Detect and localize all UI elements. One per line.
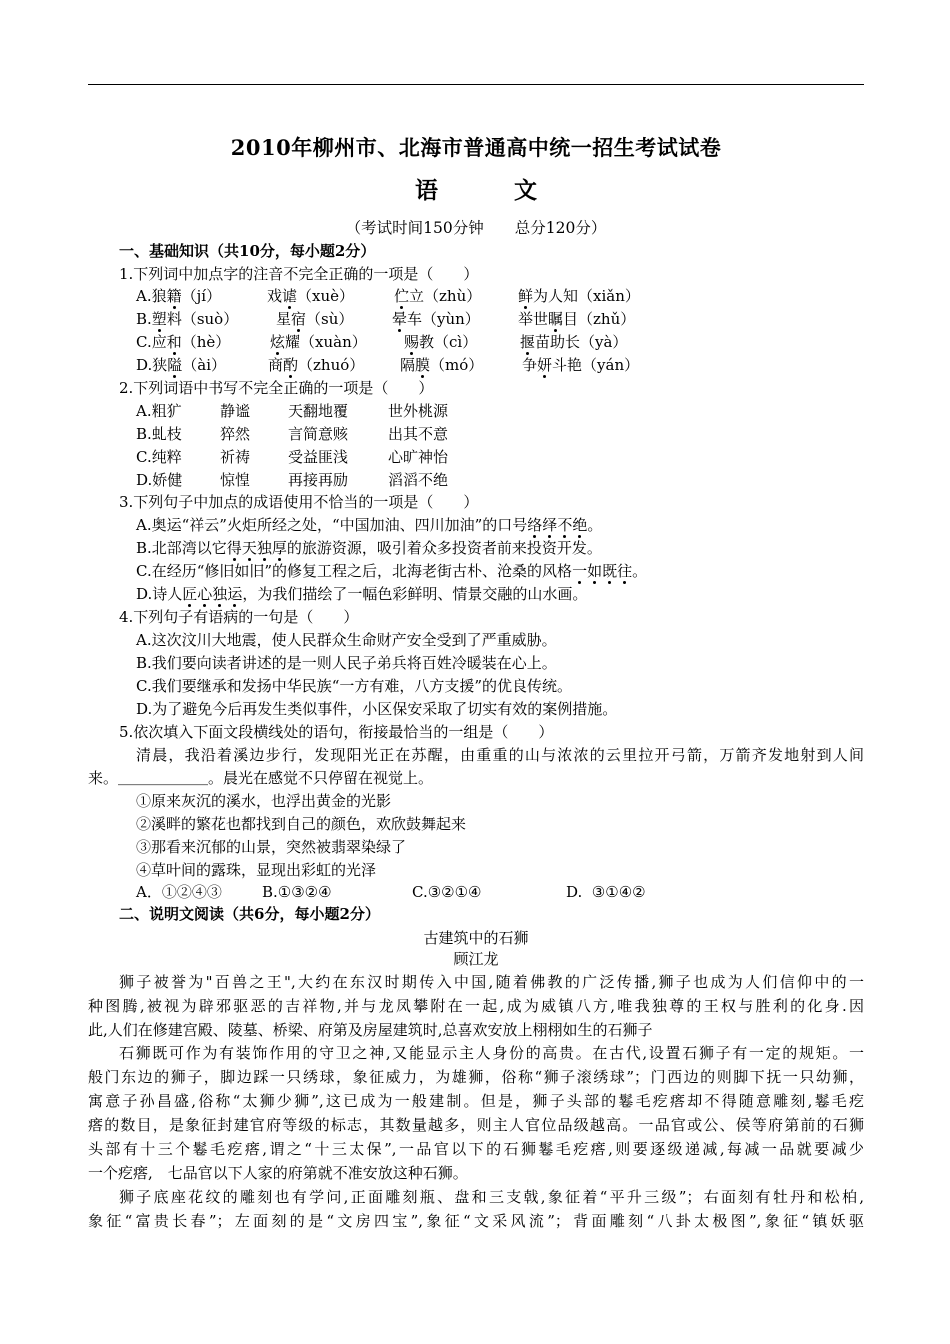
q5-item: ④草叶间的露珠，显现出彩虹的光泽 bbox=[136, 861, 377, 879]
q2-option: 言简意赅 bbox=[288, 425, 349, 443]
q5-choice: D. ③①④② bbox=[566, 883, 646, 901]
article-line: 瘩的数目，是象征封建官府等级的标志，其数量越多，则主人官位品级越高。一品官或公、侯等府第前的石狮 bbox=[88, 1116, 864, 1134]
q2-option: 受益匪浅 bbox=[288, 448, 349, 466]
article-line: 头部有十三个鬈毛疙瘩,谓之“十三太保”,一品官以下的石狮鬈毛疙瘩,则要逐级递减,每减一品就要减少 bbox=[88, 1140, 864, 1158]
q1-option: B.塑料（suò） bbox=[136, 310, 239, 328]
q5-item: ③那看来沉郁的山景，突然被翡翠染绿了 bbox=[136, 838, 407, 856]
article-line: 一个疙瘩, 七品官以下人家的府第就不准安放这种石狮。 bbox=[88, 1164, 468, 1182]
subject-char: 语 bbox=[415, 177, 438, 204]
exam-info: （考试时间150分钟 总分120分） bbox=[345, 219, 607, 237]
q1-option: 星宿（sù） bbox=[276, 310, 354, 328]
q4-stem: 4.下列句子有语病的一句是（ ） bbox=[119, 608, 359, 626]
subject-char: 文 bbox=[514, 177, 537, 204]
q1-option: 鲜为人知（xiǎn） bbox=[518, 287, 640, 305]
q5-item: ②溪畔的繁花也都找到自己的颜色，欢欣鼓舞起来 bbox=[136, 815, 467, 833]
section1-heading: 一、基础知识（共10分，每小题2分） bbox=[119, 242, 376, 260]
q5-choice: A．①②④③ bbox=[136, 883, 222, 901]
article-author: 顾江龙 bbox=[453, 950, 499, 968]
q2-option: B.虬枝 bbox=[136, 425, 182, 443]
q5-passage: 清晨，我沿着溪边步行，发现阳光正在苏醒，由重重的山与浓浓的云里拉开弓箭，万箭齐发地射到人间 bbox=[136, 746, 864, 764]
q1-option: A.狼籍（jí） bbox=[136, 287, 222, 305]
q2-option: 滔滔不绝 bbox=[388, 471, 449, 489]
article-line: 此,人们在修建宫殿、陵墓、桥梁、府第及房屋建筑时,总喜欢安放上栩栩如生的石狮子 bbox=[88, 1021, 653, 1039]
q2-option: C.纯粹 bbox=[136, 448, 182, 466]
q1-option: 晕车（yùn） bbox=[392, 310, 480, 328]
q1-option: 争妍斗艳（yán） bbox=[522, 356, 640, 374]
q2-option: 天翻地覆 bbox=[288, 402, 349, 420]
q5-choice: B.①③②④ bbox=[262, 883, 332, 901]
q5-stem: 5.依次填入下面文段横线处的语句，衔接最恰当的一组是（ ） bbox=[119, 723, 554, 741]
q5-item: ①原来灰沉的溪水，也浮出黄金的光影 bbox=[136, 792, 392, 810]
q1-option: D.狭隘（ài） bbox=[136, 356, 227, 374]
q1-stem: 1.下列词中加点字的注音不完全正确的一项是（ ） bbox=[119, 265, 479, 283]
q1-option: 赐教（cì） bbox=[404, 333, 478, 351]
q1-option: 举世瞩目（zhǔ） bbox=[518, 310, 636, 328]
q2-option: 静谧 bbox=[220, 402, 251, 420]
q2-option: 心旷神怡 bbox=[388, 448, 449, 466]
article-line: 狮子被誉为"百兽之王",大约在东汉时期传入中国,随着佛教的广泛传播,狮子也成为人们信仰中的一 bbox=[119, 973, 864, 991]
q1-option: 戏谑（xuè） bbox=[267, 287, 355, 305]
article-line: 种图腾,被视为辟邪驱恶的吉祥物,并与龙凤攀附在一起,成为威镇八方,唯我独尊的王权与胜利的化身.因 bbox=[88, 997, 864, 1015]
q3-option: C.在经历“修旧如旧”的修复工程之后，北海老街古朴、沧桑的风格一如既往。 bbox=[136, 562, 648, 580]
q1-option: 炫耀（xuàn） bbox=[270, 333, 367, 351]
article-line: 寓意子孙昌盛,俗称“太狮少狮”,这已成为一般建制。但是，狮子头部的鬈毛疙瘩却不得随意雕刻,鬈毛疙 bbox=[88, 1092, 864, 1110]
q4-option: B.我们要向读者讲述的是一则人民子弟兵将百姓冷暖装在心上。 bbox=[136, 654, 557, 672]
q2-option: 世外桃源 bbox=[388, 402, 449, 420]
q5-passage: 来。＿＿＿＿＿＿。晨光在感觉不只停留在视觉上。 bbox=[88, 769, 434, 787]
q3-option: B.北部湾以它得天独厚的旅游资源，吸引着众多投资者前来投资开发。 bbox=[136, 539, 602, 557]
q1-option: 伫立（zhù） bbox=[394, 287, 482, 305]
article-line: 石狮既可作为有装饰作用的守卫之神,又能显示主人身份的高贵。在古代,设置石狮子有一定的规矩。一 bbox=[119, 1044, 864, 1062]
q2-option: A.粗犷 bbox=[136, 402, 182, 420]
q4-option: D.为了避免今后再发生类似事件，小区保安采取了切实有效的案例措施。 bbox=[136, 700, 618, 718]
exam-title: 2010年柳州市、北海市普通高中统一招生考试试卷 bbox=[230, 135, 722, 160]
q4-option: C.我们要继承和发扬中华民族“一方有难，八方支援”的优良传统。 bbox=[136, 677, 573, 695]
q1-option: C.应和（hè） bbox=[136, 333, 231, 351]
q4-option: A.这次汶川大地震，使人民群众生命财产安全受到了严重威胁。 bbox=[136, 631, 557, 649]
article-line: 象征“富贵长春”；左面刻的是“文房四宝”,象征“文采风流”；背面雕刻“八卦太极图”,象征“镇妖驱 bbox=[88, 1212, 864, 1230]
q3-option: D.诗人匠心独运，为我们描绘了一幅色彩鲜明、情景交融的山水画。 bbox=[136, 585, 588, 603]
article-line: 狮子底座花纹的雕刻也有学问,正面雕刻瓶、盘和三支戟,象征着“平升三级”；右面刻有牡丹和松柏, bbox=[119, 1188, 864, 1206]
q3-stem: 3.下列句子中加点的成语使用不恰当的一项是（ ） bbox=[119, 493, 479, 511]
subject-title bbox=[88, 172, 864, 205]
section2-heading: 二、说明文阅读（共6分，每小题2分） bbox=[119, 905, 380, 923]
q2-option: 惊惶 bbox=[220, 471, 251, 489]
q2-option: 出其不意 bbox=[388, 425, 449, 443]
q1-option: 商酌（zhuó） bbox=[268, 356, 365, 374]
q2-option: 祈祷 bbox=[220, 448, 251, 466]
article-line: 般门东边的狮子，脚边踩一只绣球，象征威力，为雄狮，俗称“狮子滚绣球”；门西边的则脚下抚一只幼狮， bbox=[88, 1068, 864, 1086]
q2-stem: 2.下列词语中书写不完全正确的一项是（ ） bbox=[119, 379, 434, 397]
header-rule bbox=[88, 84, 864, 85]
q2-option: 猝然 bbox=[220, 425, 251, 443]
article-title: 古建筑中的石狮 bbox=[423, 929, 529, 947]
q2-option: 再接再励 bbox=[288, 471, 349, 489]
q1-option: 隔膜（mó） bbox=[400, 356, 484, 374]
q3-option: A.奥运“祥云”火炬所经之处，“中国加油、四川加油”的口号络绎不绝。 bbox=[136, 516, 603, 534]
q5-choice: C.③②①④ bbox=[412, 883, 482, 901]
q1-option: 揠苗助长（yà） bbox=[520, 333, 628, 351]
q2-option: D.娇健 bbox=[136, 471, 183, 489]
